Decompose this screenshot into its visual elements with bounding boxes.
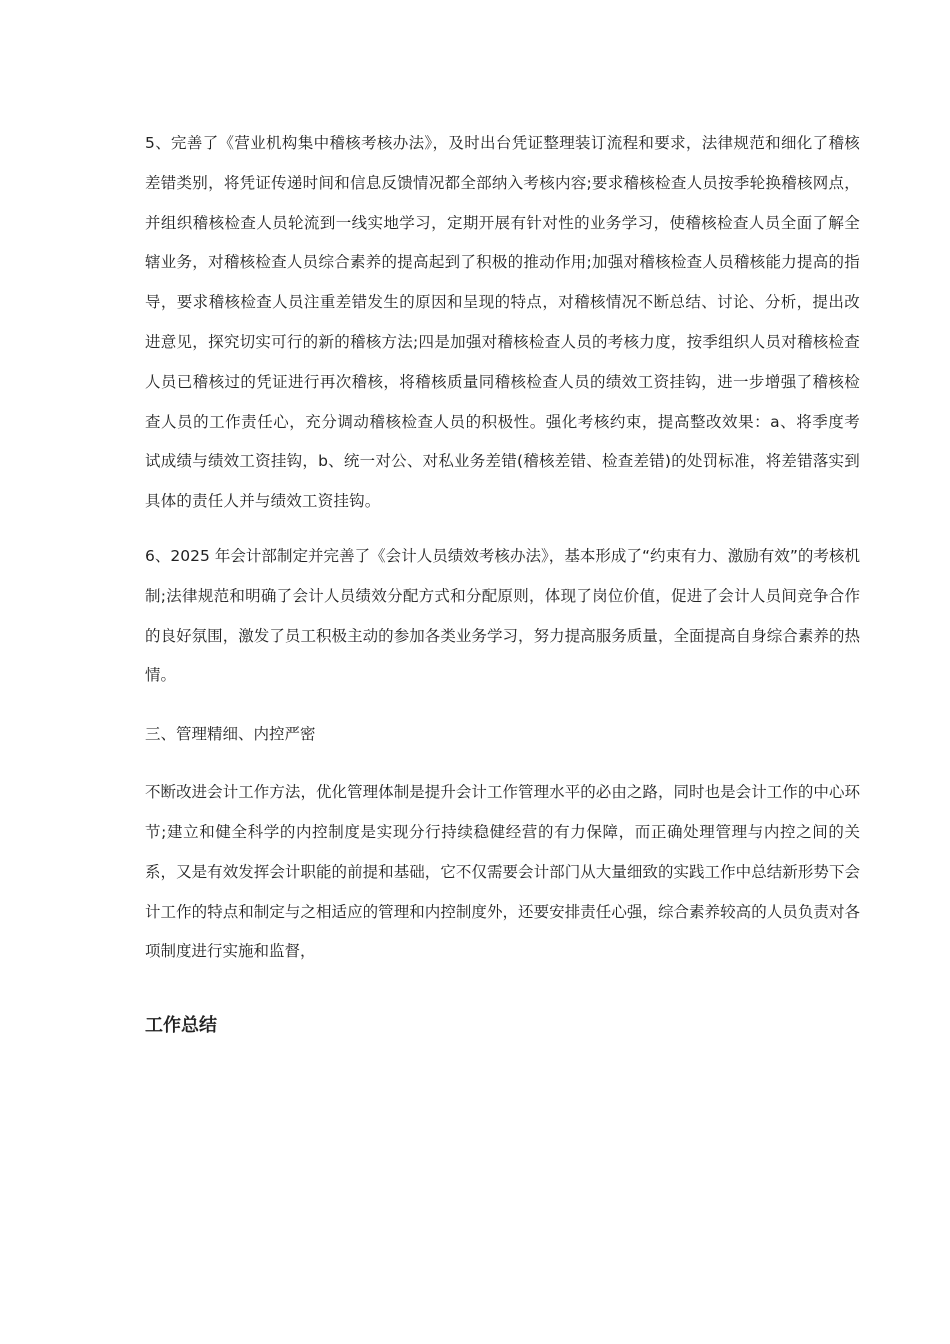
footer-heading: 工作总结 — [145, 1015, 217, 1037]
section-heading: 三、管理精细、内控严密 — [145, 725, 316, 744]
paragraph-item-6: 6、2025 年会计部制定并完善了《会计人员绩效考核办法》，基本形成了“约束有力、激励有效”的考核机制;法律规范和明确了会计人员绩效分配方式和分配原则，体现了岗位价值，促进了会计人员间竞争合作的良好氛围，激发了员工积极主动的参加各类业务学习，努力提高服务质量，全面提高自身综合素养的热情。 — [145, 546, 860, 685]
paragraph-item-5: 5、完善了《营业机构集中稽核考核办法》，及时出台凭证整理装订流程和要求，法律规范和细化了稽核差错类别，将凭证传递时间和信息反馈情况都全部纳入考核内容;要求稽核检查人员按季轮换稽核网点，并组织稽核检查人员轮流到一线实地学习，定期开展有针对性的业务学习，使稽核检查人员全面了解全辖业务，对稽核检查人员综合素养的提高起到了积极的推动作用;加强对稽核检查人员稽核能力提高的指导，要求稽核检查人员注重差错发生的原因和呈现的特点，对稽核情况不断总结、讨论、分析，提出改进意见，探究切实可行的新的稽核方法;四是加强对稽核检查人员的考核力度，按季组织人员对稽核检查人员已稽核过的凭证进行再次稽核，将稽核质量同稽核检查人员的绩效工资挂钩，进一步增强了稽核检查人员的工作责任心，充分调动稽核检查人员的积极性。强化考核约束，提高整改效果：a、将季度考试成绩与绩效工资挂钩，b、统一对公、对私业务差错(稽核差错、检查差错)的处罚标准，将差错落实到具体的责任人并与绩效工资挂钩。 — [145, 134, 860, 511]
section-paragraph: 不断改进会计工作方法，优化管理体制是提升会计工作管理水平的必由之路，同时也是会计工作的中心环节;建立和健全科学的内控制度是实现分行持续稳健经营的有力保障，而正确处理管理与内控之间的关系，又是有效发挥会计职能的前提和基础，它不仅需要会计部门从大量细致的实践工作中总结新形势下会计工作的特点和制定与之相适应的管理和内控制度外，还要安排责任心强，综合素养较高的人员负责对各项制度进行实施和监督， — [145, 783, 860, 961]
